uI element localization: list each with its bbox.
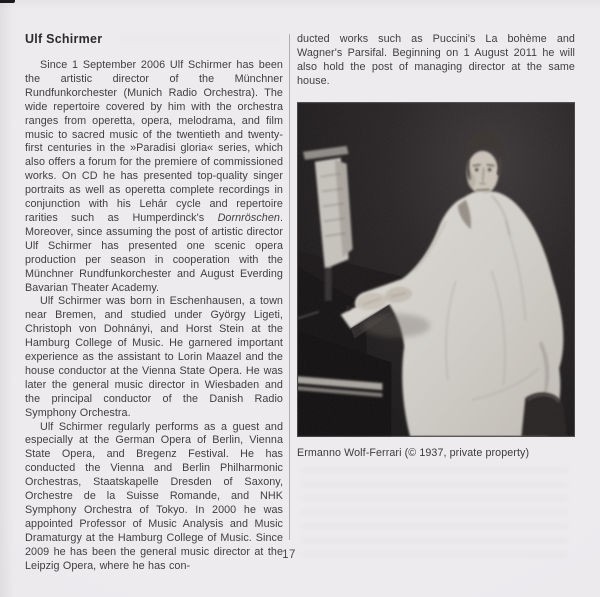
wolf-ferrari-photo <box>297 102 575 437</box>
film-grain-overlay <box>297 102 575 437</box>
page-number: 17 <box>282 549 296 561</box>
article-heading: Ulf Schirmer <box>25 32 103 46</box>
article-paragraph: Since 1 September 2006 Ulf Schirmer has been the artistic director of the Münchner Rundfunkorchester (Munich Radio Orchestra). The wide repertoire covered by him with the orchestra ranges from operetta, opera, melodrama, and film music to sacred music of the twentieth and twenty-first centuries in the »Paradisi gloria« series, which also offers a forum for the premiere of commissioned works. On CD he has presented top-quality singer portraits as well as operetta complete recordings in conjunction with his Lehár cycle and repertoire rarities such as Humperdinck's Dornröschen. Moreover, since assuming the post of artistic director Ulf Schirmer has presented one scenic opera production per season in cooperation with the Münchner Rundfunkorchester and August Everding Bavarian Theater Academy. <box>25 59 283 294</box>
portrait-photo-figure <box>297 102 575 459</box>
column-divider <box>289 34 290 540</box>
scan-edge-artifact <box>0 0 15 3</box>
article-paragraph: Ulf Schirmer was born in Eschenhausen, a town near Bremen, and studied under György Ligeti, Christoph von Dohnányi, and Horst Stein at the Hamburg College of Music. He garnered important experience as the assistant to Lorin Maazel and the house conductor at the Vienna State Opera. He was later the general music director in Wiesbaden and the principal conductor of the Danish Radio Symphony Orchestra. <box>25 295 283 419</box>
photo-caption: Ermanno Wolf-Ferrari (© 1937, private property) <box>297 446 530 459</box>
article-column-left <box>25 32 283 574</box>
article-column-right <box>297 33 575 459</box>
article-paragraph: Ulf Schirmer regularly performs as a guest and especially at the German Opera of Berlin, Vienna State Opera, and Bregenz Festival. He has conducted the Vienna and Berlin Philharmonic Orchestras, Staatskapelle Dresden of Saxony, Orchestre de la Suisse Romande, and NHK Symphony Orchestra of Tokyo. In 2000 he was appointed Professor of Music Analysis and Music Dramaturgy at the Hamburg College of Music. Since 2009 he has been the general music director at the Leipzig Opera, where he has con- <box>25 420 283 572</box>
bleed-through-ghost <box>302 468 568 560</box>
article-continuation-paragraph: ducted works such as Puccini's La bohème and Wagner's Parsifal. Beginning on 1 August 2011 he will also hold the post of managing director at the same house. <box>297 33 575 87</box>
